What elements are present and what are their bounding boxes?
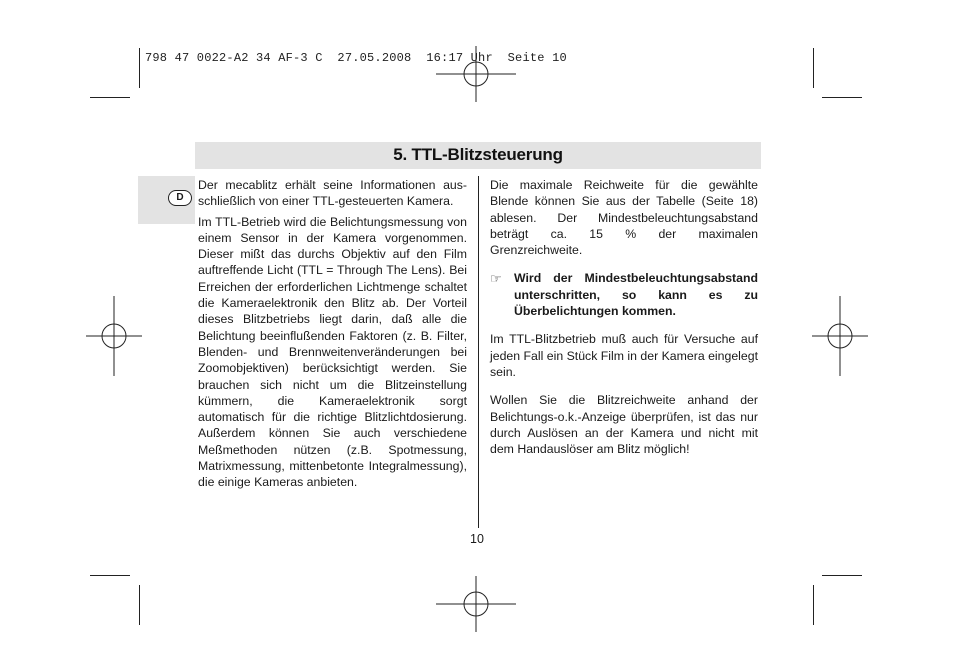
page-number: 10 (470, 532, 484, 546)
warning-note (490, 270, 758, 319)
crop-mark (822, 575, 862, 576)
pointing-hand-icon: ☞ (490, 271, 502, 287)
registration-mark-bottom (436, 576, 516, 632)
crop-mark (822, 97, 862, 98)
crop-mark (813, 48, 814, 88)
registration-mark-left (86, 296, 142, 376)
crop-mark (139, 585, 140, 625)
section-title-bar (195, 142, 761, 169)
column-divider (478, 176, 479, 528)
crop-mark (139, 48, 140, 88)
paragraph: Wollen Sie die Blitzreichweite anhand der Belichtungs-o.k.-Anzeige überprüfen, ist das nur durch Auslösen an der Kamera und nicht mit dem Handauslöser am Blitz möglich! (490, 393, 758, 457)
section-title: 5. TTL-Blitzsteuerung (393, 145, 563, 164)
right-column (490, 177, 758, 461)
paragraph: Der mecablitz erhält seine Informationen aus-schließlich von einer TTL-gesteuerten Kamera. (198, 178, 467, 209)
paragraph: Im TTL-Betrieb wird die Belichtungsmessung von einem Sensor in der Kamera vorgenommen. Dieser mißt das durchs Objektiv auf den Film auftreffende Licht (TTL = Through The Lens). Bei Erreichen der erforderlichen Lichtmenge schaltet die Kameraelektronik den Blitz ab. Der Vorteil dieses Blitzbetriebs liegt darin, daß alle die Belichtung beeinflußenden Faktoren (z. B. Filter, Blenden- und Brennweitenveränderungen bei Zoomobjektiven) berücksichtigt werden. Sie brauchen sich nicht um die Blitzeinstellung kümmern, die Kameraelektronik sorgt automatisch für die richtige Blitzlichtdosierung. Außerdem können Sie auch verschiedene Meßmethoden nützen (z.B. Spotmessung, Matrixmessung, mittenbetonte Integralmessung), die einige Kameras anbieten. (198, 214, 467, 490)
paragraph: Im TTL-Blitzbetrieb muß auch für Versuche auf jeden Fall ein Stück Film in der Kamera eingelegt sein. (490, 332, 758, 379)
paragraph: Die maximale Reichweite für die gewählte Blende können Sie aus der Tabelle (Seite 18) ablesen. Der Mindestbeleuchtungsabstand beträgt ca. 15 % der maximalen Grenzreichweite. (490, 178, 758, 258)
registration-mark-top (436, 46, 516, 102)
crop-mark (90, 575, 130, 576)
language-tab (138, 176, 195, 224)
left-column (198, 177, 467, 495)
registration-mark-right (812, 296, 868, 376)
warning-text: Wird der Mindestbeleuchtungsabstand unterschritten, so kann es zu Überbelichtungen kommen. (514, 271, 758, 319)
crop-mark (90, 97, 130, 98)
print-slug: 798 47 0022-A2 34 AF-3 C 27.05.2008 16:17 Uhr Seite 10 (145, 51, 567, 65)
crop-mark (813, 585, 814, 625)
language-badge: D (168, 190, 192, 206)
